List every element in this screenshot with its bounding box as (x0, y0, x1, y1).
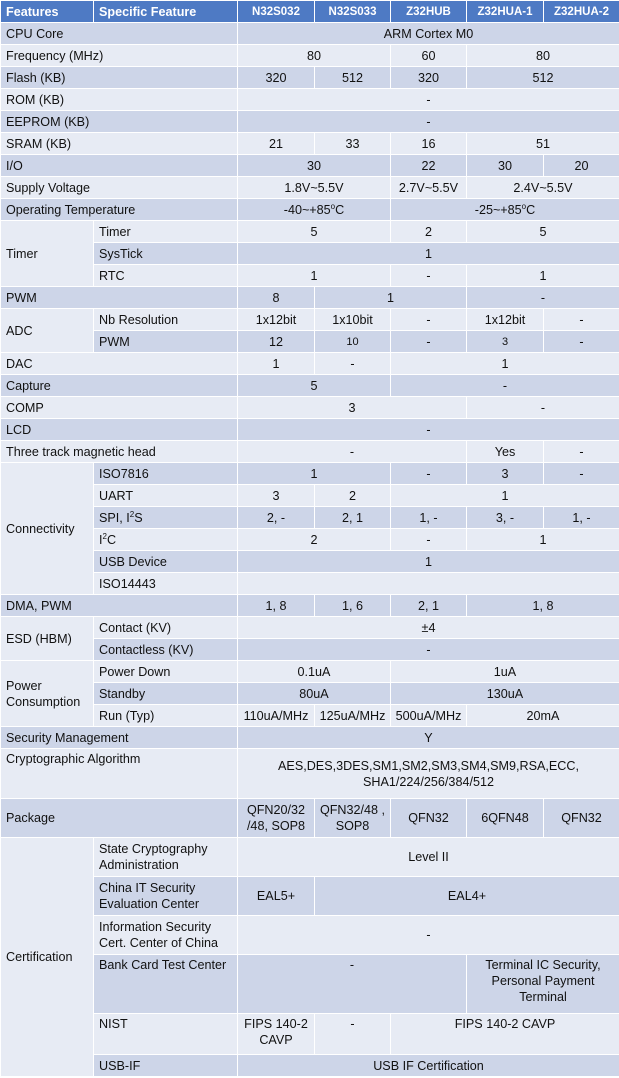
row-label: ROM (KB) (1, 89, 238, 111)
cell-value: 500uA/MHz (391, 705, 467, 727)
sub-label: ISO7816 (94, 463, 238, 485)
group-label: ESD (HBM) (1, 617, 94, 661)
group-label: Timer (1, 221, 94, 287)
group-label: Certification (1, 838, 94, 1077)
header-n32s033: N32S033 (315, 1, 391, 23)
cell-value: QFN32 (391, 799, 467, 838)
cell-value: Yes (467, 441, 544, 463)
table-row (1, 705, 619, 727)
cell-value: 6QFN48 (467, 799, 544, 838)
table-row (1, 749, 619, 799)
sub-label: China IT Security Evaluation Center (94, 877, 238, 916)
cell-value: 512 (315, 67, 391, 89)
sub-label: USB-IF (94, 1055, 238, 1077)
table-row (1, 243, 619, 265)
table-row (1, 265, 619, 287)
table-row (1, 67, 619, 89)
cell-value: Terminal IC Security, Personal Payment Terminal (467, 955, 619, 1014)
cell-value: 8 (238, 287, 315, 309)
cell-value: 1 (391, 353, 619, 375)
cell-value: 1 (238, 265, 391, 287)
table-row (1, 463, 619, 485)
cell-value: 3 (467, 331, 544, 353)
cell-value: 2, 1 (391, 595, 467, 617)
table-row (1, 485, 619, 507)
cell-value: - (238, 916, 619, 955)
cell-value: 2 (315, 485, 391, 507)
cell-value: 1 (238, 243, 619, 265)
cell-value: ARM Cortex M0 (238, 23, 619, 45)
cell-value: - (544, 441, 619, 463)
cell-value: 1 (238, 353, 315, 375)
sub-label: Bank Card Test Center (94, 955, 238, 1014)
table-row (1, 397, 619, 419)
cell-value: 1 (238, 551, 619, 573)
table-row (1, 877, 619, 916)
cell-value: - (544, 309, 619, 331)
cell-value: - (315, 1014, 391, 1055)
cell-value: - (391, 529, 467, 551)
cell-value: 1uA (391, 661, 619, 683)
cell-value: USB IF Certification (238, 1055, 619, 1077)
table-row (1, 595, 619, 617)
cell-value: 16 (391, 133, 467, 155)
table-row (1, 838, 619, 877)
sub-label: SysTick (94, 243, 238, 265)
row-label: Operating Temperature (1, 199, 238, 221)
cell-value: EAL5+ (238, 877, 315, 916)
cell-value: 1 (315, 287, 467, 309)
cell-value: 1 (238, 463, 391, 485)
cell-value: - (467, 397, 619, 419)
table-row (1, 133, 619, 155)
table-row (1, 155, 619, 177)
table-row (1, 1014, 619, 1055)
cell-value: 33 (315, 133, 391, 155)
cell-value: 1, 8 (238, 595, 315, 617)
header-z32hua-1: Z32HUA-1 (467, 1, 544, 23)
cell-value: 3 (238, 485, 315, 507)
sub-label: UART (94, 485, 238, 507)
row-label: COMP (1, 397, 238, 419)
table-row (1, 199, 619, 221)
row-label: Security Management (1, 727, 238, 749)
cell-value: 2.4V~5.5V (467, 177, 619, 199)
cell-value: 5 (238, 375, 391, 397)
row-label: Frequency (MHz) (1, 45, 238, 67)
cell-value: 3 (238, 397, 467, 419)
sub-label: Power Down (94, 661, 238, 683)
sub-label: Run (Typ) (94, 705, 238, 727)
table-row (1, 331, 619, 353)
cell-value: 320 (391, 67, 467, 89)
cell-value (238, 573, 619, 595)
cell-value: - (238, 955, 467, 1014)
cell-value: FIPS 140-2 CAVP (391, 1014, 619, 1055)
row-label: CPU Core (1, 23, 238, 45)
cell-value: - (238, 111, 619, 133)
cell-value: 80uA (238, 683, 391, 705)
table-row (1, 287, 619, 309)
header-n32s032: N32S032 (238, 1, 315, 23)
cell-value: 5 (467, 221, 619, 243)
cell-value: - (544, 463, 619, 485)
cell-value: 2 (238, 529, 391, 551)
cell-value: 5 (238, 221, 391, 243)
sub-label: SPI, $I^2S$ (94, 507, 238, 529)
group-label: ADC (1, 309, 94, 353)
cell-value: QFN32/48 , SOP8 (315, 799, 391, 838)
sub-label: Contact (KV) (94, 617, 238, 639)
cell-value: 20mA (467, 705, 619, 727)
cell-value: 80 (467, 45, 619, 67)
cell-value: - (238, 441, 467, 463)
cell-value: - (467, 287, 619, 309)
cell-value: 125uA/MHz (315, 705, 391, 727)
cell-value: ±4 (238, 617, 619, 639)
row-label: Supply Voltage (1, 177, 238, 199)
row-label: Package (1, 799, 238, 838)
cell-value: QFN20/32 /48, SOP8 (238, 799, 315, 838)
header-z32hua-2: Z32HUA-2 (544, 1, 619, 23)
table-row (1, 551, 619, 573)
table-row (1, 955, 619, 1014)
cell-value: 1x12bit (467, 309, 544, 331)
row-label: Three track magnetic head (1, 441, 238, 463)
sub-label: Nb Resolution (94, 309, 238, 331)
cell-value: - (238, 419, 619, 441)
cell-value: 1.8V~5.5V (238, 177, 391, 199)
table-row (1, 177, 619, 199)
table-row (1, 353, 619, 375)
cell-value: 2, 1 (315, 507, 391, 529)
table-row (1, 309, 619, 331)
row-label: DMA, PWM (1, 595, 238, 617)
cell-value: EAL4+ (315, 877, 619, 916)
row-label: Flash (KB) (1, 67, 238, 89)
cell-value: 1, 6 (315, 595, 391, 617)
table-header-row (1, 1, 619, 23)
cell-value: 30 (467, 155, 544, 177)
table-row (1, 617, 619, 639)
group-label: Power Consumption (1, 661, 94, 727)
header-z32hub: Z32HUB (391, 1, 467, 23)
table-row (1, 89, 619, 111)
cell-value: 22 (391, 155, 467, 177)
table-row (1, 799, 619, 838)
row-label: LCD (1, 419, 238, 441)
row-label: EEPROM (KB) (1, 111, 238, 133)
cell-value: 20 (544, 155, 619, 177)
cell-value: 2.7V~5.5V (391, 177, 467, 199)
sub-label: Contactless (KV) (94, 639, 238, 661)
table-row (1, 683, 619, 705)
cell-value: 12 (238, 331, 315, 353)
sub-label: $I^2C$ (94, 529, 238, 551)
table-row (1, 661, 619, 683)
cell-value: - (238, 89, 619, 111)
sub-label: NIST (94, 1014, 238, 1055)
cell-value: - (238, 639, 619, 661)
cell-value: 512 (467, 67, 619, 89)
sub-label: Standby (94, 683, 238, 705)
row-label: Cryptographic Algorithm (1, 749, 238, 799)
cell-value: 1 (467, 265, 619, 287)
table-row (1, 573, 619, 595)
cell-value: 30 (238, 155, 391, 177)
cell-value: 2 (391, 221, 467, 243)
table-row (1, 916, 619, 955)
row-label: SRAM (KB) (1, 133, 238, 155)
cell-value: 0.1uA (238, 661, 391, 683)
cell-value: 110uA/MHz (238, 705, 315, 727)
sub-label: State Cryptography Administration (94, 838, 238, 877)
cell-value: - (391, 375, 619, 397)
cell-value: 1, 8 (467, 595, 619, 617)
table-row (1, 23, 619, 45)
sub-label: RTC (94, 265, 238, 287)
cell-value: QFN32 (544, 799, 619, 838)
cell-value: 1, - (544, 507, 619, 529)
cell-value: $-40\sim+85^oC$ (238, 199, 391, 221)
cell-value: FIPS 140-2 CAVP (238, 1014, 315, 1055)
cell-value: - (391, 331, 467, 353)
table-row (1, 45, 619, 67)
cell-value: $-25\sim+85^oC$ (391, 199, 619, 221)
cell-value: 80 (238, 45, 391, 67)
cell-value: - (315, 353, 391, 375)
row-label: Capture (1, 375, 238, 397)
cell-value: - (391, 309, 467, 331)
cell-value: 1x10bit (315, 309, 391, 331)
row-label: I/O (1, 155, 238, 177)
cell-value: 1x12bit (238, 309, 315, 331)
cell-value: - (391, 463, 467, 485)
cell-value: 60 (391, 45, 467, 67)
table-row (1, 441, 619, 463)
table-row (1, 111, 619, 133)
table-row (1, 1055, 619, 1077)
cell-value: 1, - (391, 507, 467, 529)
cell-value: 2, - (238, 507, 315, 529)
cell-value: 1 (467, 529, 619, 551)
sub-label: PWM (94, 331, 238, 353)
table-row (1, 375, 619, 397)
table-row (1, 639, 619, 661)
cell-value: 1 (391, 485, 619, 507)
cell-value: 51 (467, 133, 619, 155)
table-row (1, 507, 619, 529)
cell-value: 10 (315, 331, 391, 353)
row-label: DAC (1, 353, 238, 375)
row-label: PWM (1, 287, 238, 309)
sub-label: ISO14443 (94, 573, 238, 595)
cell-value: Level II (238, 838, 619, 877)
cell-value: - (544, 331, 619, 353)
header-features: Features (1, 1, 94, 23)
table-row (1, 727, 619, 749)
cell-value: 3, - (467, 507, 544, 529)
sub-label: Timer (94, 221, 238, 243)
sub-label: Information Security Cert. Center of China (94, 916, 238, 955)
table-row (1, 529, 619, 551)
cell-value: 320 (238, 67, 315, 89)
table-row (1, 221, 619, 243)
cell-value: - (391, 265, 467, 287)
sub-label: USB Device (94, 551, 238, 573)
group-label: Connectivity (1, 463, 94, 595)
cell-value: 130uA (391, 683, 619, 705)
cell-value: 3 (467, 463, 544, 485)
header-specific-feature: Specific Feature (94, 1, 238, 23)
cell-value: AES,DES,3DES,SM1,SM2,SM3,SM4,SM9,RSA,ECC, SHA1/224/256/384/512 (238, 749, 619, 799)
cell-value: 21 (238, 133, 315, 155)
table-row (1, 419, 619, 441)
cell-value: Y (238, 727, 619, 749)
